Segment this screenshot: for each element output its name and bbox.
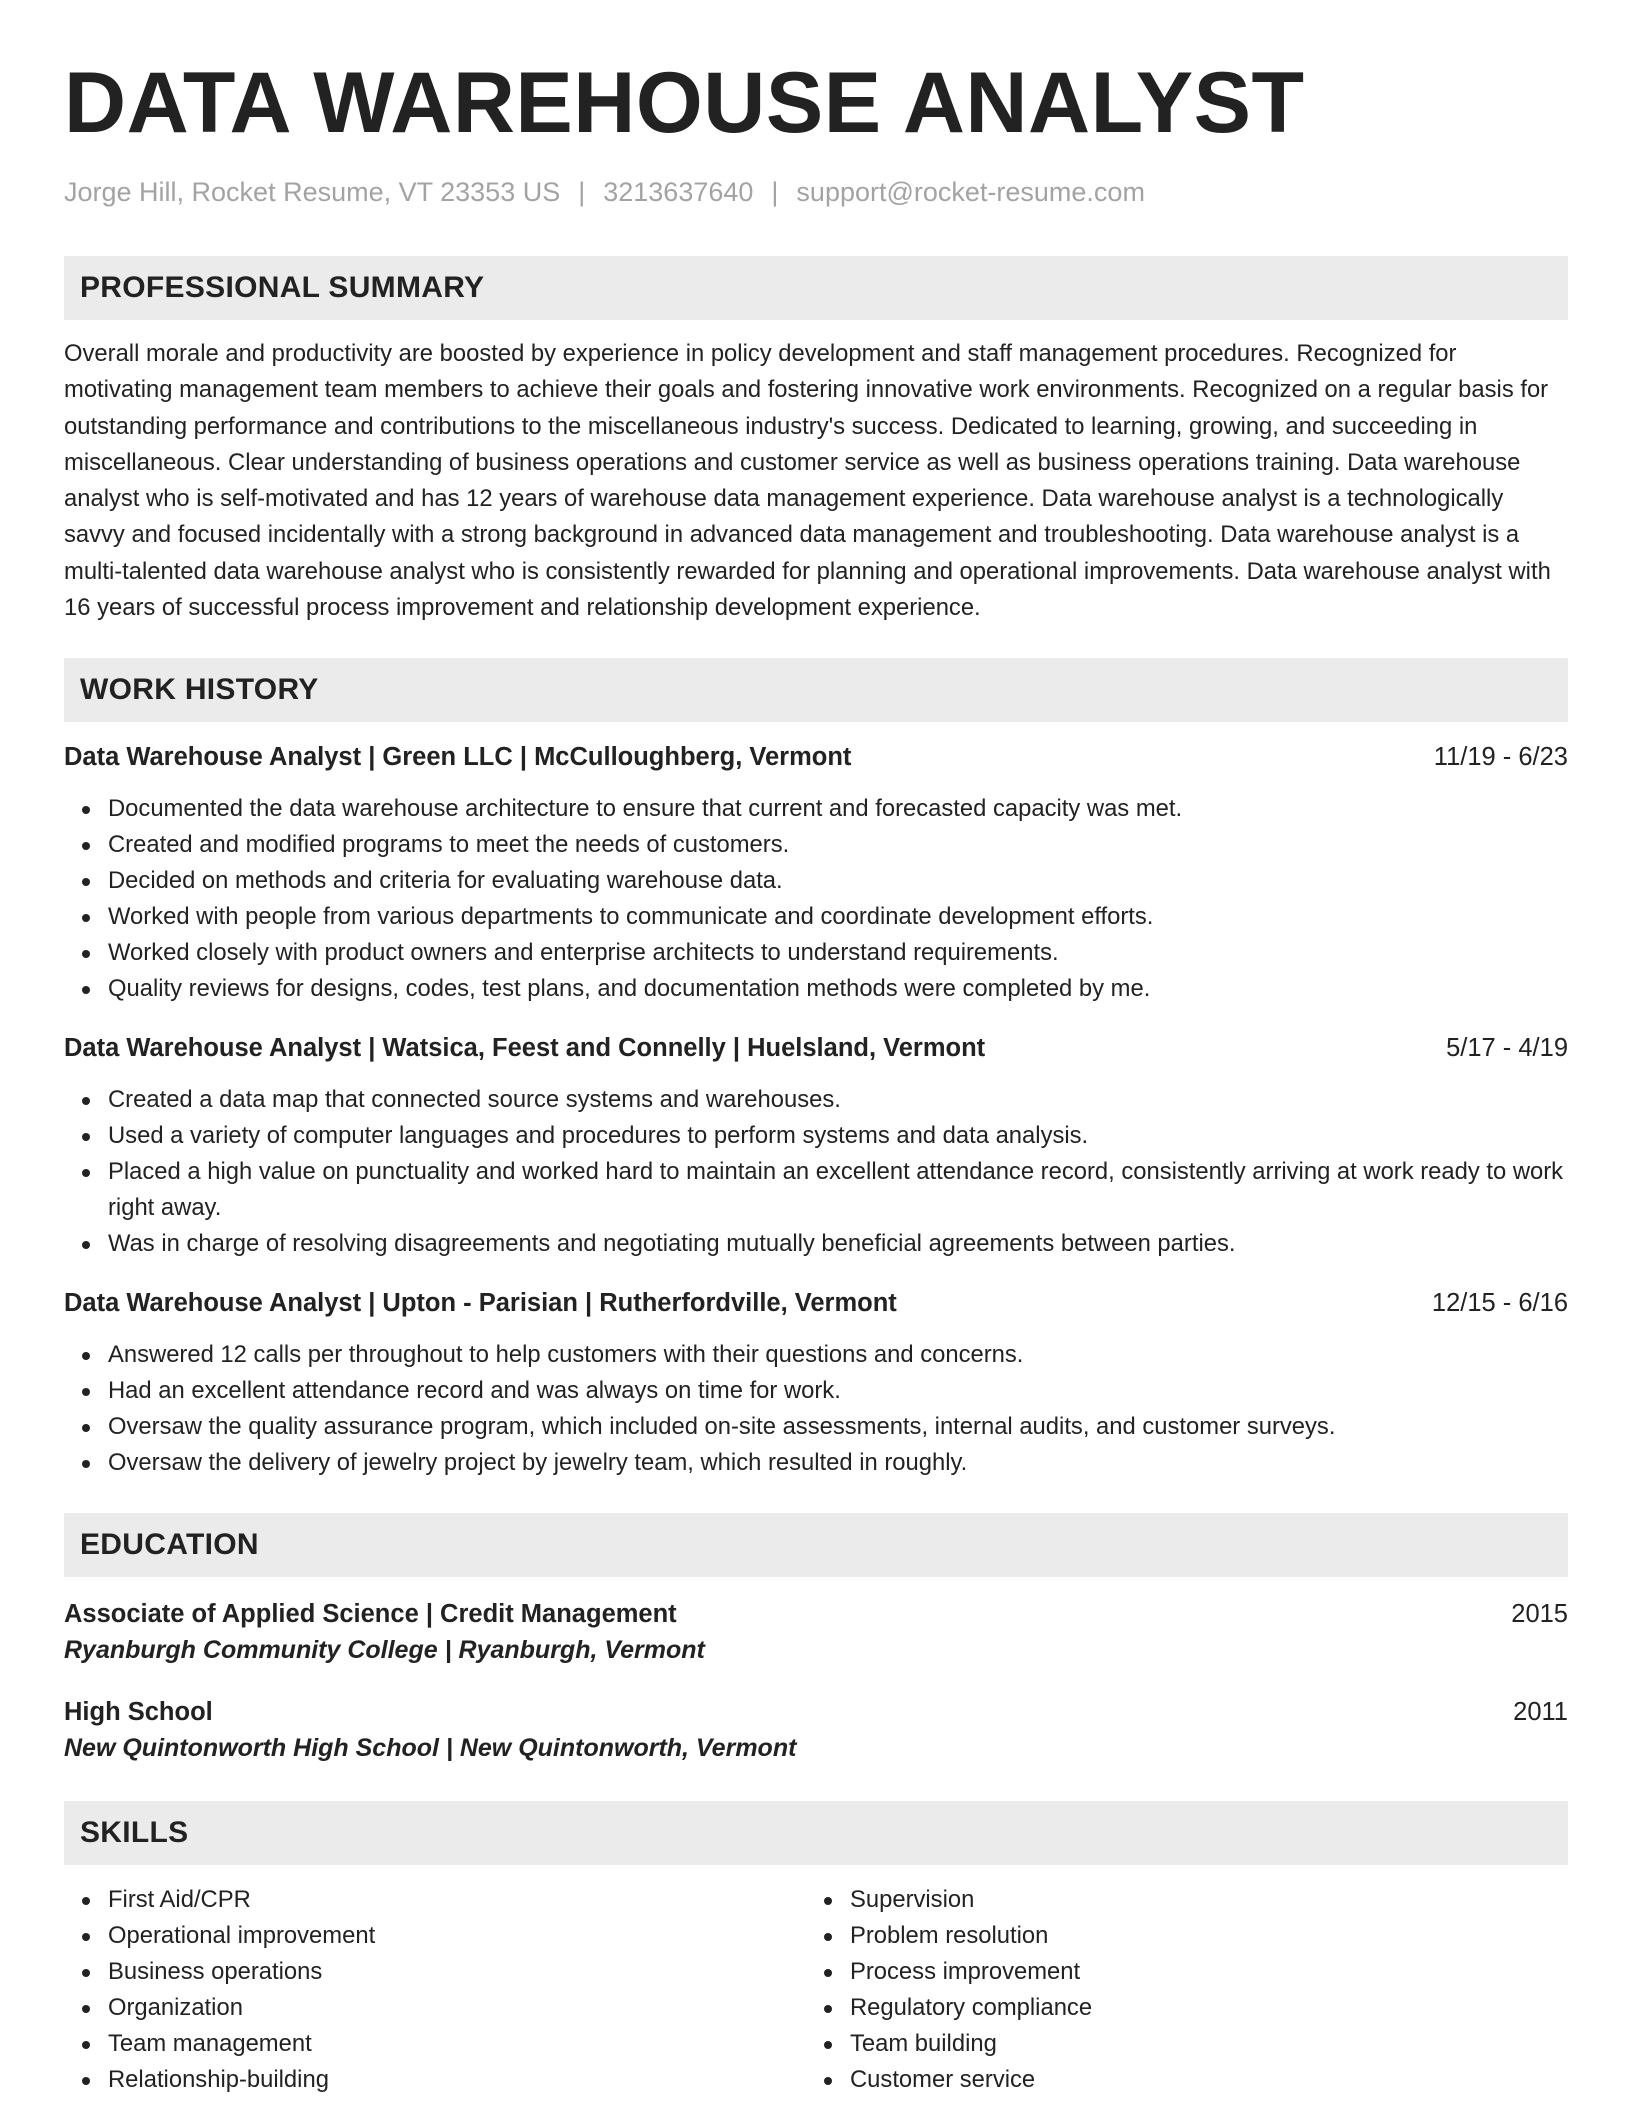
skill-item: Operational improvement bbox=[108, 1918, 806, 1954]
skills-list-left bbox=[64, 1882, 806, 2098]
job-title: Data Warehouse Analyst | Upton - Parisian | Rutherfordville, Vermont bbox=[64, 1289, 897, 1318]
job-bullet: Documented the data warehouse architecture to ensure that current and forecasted capacity was met. bbox=[108, 791, 1568, 827]
skill-item: Regulatory compliance bbox=[850, 1990, 1548, 2026]
skill-item: Team management bbox=[108, 2026, 806, 2062]
education-year: 2011 bbox=[1513, 1698, 1568, 1727]
job-bullet: Placed a high value on punctuality and worked hard to maintain an excellent attendance record, consistently arriving at work ready to work right away. bbox=[108, 1154, 1568, 1226]
job-entry bbox=[64, 1286, 1568, 1481]
education-school: New Quintonworth High School | New Quintonworth, Vermont bbox=[64, 1734, 797, 1763]
resume-title: DATA WAREHOUSE ANALYST bbox=[64, 55, 1305, 151]
job-header bbox=[64, 1031, 1568, 1065]
skill-item: Team building bbox=[850, 2026, 1548, 2062]
skills-list-right bbox=[806, 1882, 1548, 2098]
contact-separator: | bbox=[771, 177, 779, 207]
skill-item: First Aid/CPR bbox=[108, 1882, 806, 1918]
skill-item: Organization bbox=[108, 1990, 806, 2026]
education-year: 2015 bbox=[1511, 1600, 1568, 1629]
section-header-education: EDUCATION bbox=[64, 1513, 1568, 1577]
job-bullet: Oversaw the delivery of jewelry project by jewelry team, which resulted in roughly. bbox=[108, 1445, 1568, 1481]
contact-address: Jorge Hill, Rocket Resume, VT 23353 US bbox=[64, 177, 561, 207]
job-bullet: Answered 12 calls per throughout to help customers with their questions and concerns. bbox=[108, 1337, 1568, 1373]
job-bullet: Used a variety of computer languages and procedures to perform systems and data analysis. bbox=[108, 1118, 1568, 1154]
job-bullet: Created and modified programs to meet the needs of customers. bbox=[108, 827, 1568, 863]
job-bullet: Worked closely with product owners and enterprise architects to understand requirements. bbox=[108, 935, 1568, 971]
job-bullets bbox=[64, 1082, 1568, 1262]
skill-item: Relationship-building bbox=[108, 2062, 806, 2098]
job-bullet: Had an excellent attendance record and was always on time for work. bbox=[108, 1373, 1568, 1409]
education-entry bbox=[64, 1695, 1568, 1767]
education-header bbox=[64, 1695, 1568, 1729]
skill-item: Business operations bbox=[108, 1954, 806, 1990]
job-bullet: Decided on methods and criteria for evaluating warehouse data. bbox=[108, 863, 1568, 899]
section-header-summary: PROFESSIONAL SUMMARY bbox=[64, 256, 1568, 320]
job-bullets bbox=[64, 1337, 1568, 1481]
education-degree: Associate of Applied Science | Credit Management bbox=[64, 1600, 677, 1629]
skill-item: Process improvement bbox=[850, 1954, 1548, 1990]
job-entry bbox=[64, 740, 1568, 1007]
skills-columns bbox=[64, 1882, 1568, 2098]
section-header-work-history: WORK HISTORY bbox=[64, 658, 1568, 722]
education-school: Ryanburgh Community College | Ryanburgh, Vermont bbox=[64, 1636, 705, 1665]
skill-item: Problem resolution bbox=[850, 1918, 1548, 1954]
job-bullets bbox=[64, 791, 1568, 1007]
education-degree: High School bbox=[64, 1698, 213, 1727]
job-dates: 12/15 - 6/16 bbox=[1431, 1289, 1568, 1318]
contact-email: support@rocket-resume.com bbox=[796, 177, 1145, 207]
job-bullet: Was in charge of resolving disagreements and negotiating mutually beneficial agreements between parties. bbox=[108, 1226, 1568, 1262]
job-entry bbox=[64, 1031, 1568, 1262]
education-entry bbox=[64, 1597, 1568, 1669]
education-header bbox=[64, 1597, 1568, 1631]
job-bullet: Created a data map that connected source systems and warehouses. bbox=[108, 1082, 1568, 1118]
job-dates: 5/17 - 4/19 bbox=[1446, 1034, 1568, 1063]
skill-item: Supervision bbox=[850, 1882, 1548, 1918]
job-header bbox=[64, 740, 1568, 774]
job-bullet: Oversaw the quality assurance program, which included on-site assessments, internal audits, and customer surveys. bbox=[108, 1409, 1568, 1445]
job-bullet: Worked with people from various departments to communicate and coordinate development efforts. bbox=[108, 899, 1568, 935]
section-header-skills: SKILLS bbox=[64, 1801, 1568, 1865]
job-dates: 11/19 - 6/23 bbox=[1433, 743, 1568, 772]
job-title: Data Warehouse Analyst | Watsica, Feest and Connelly | Huelsland, Vermont bbox=[64, 1034, 986, 1063]
contact-line bbox=[64, 176, 1568, 208]
job-bullet: Quality reviews for designs, codes, test plans, and documentation methods were completed by me. bbox=[108, 971, 1568, 1007]
job-header bbox=[64, 1286, 1568, 1320]
summary-text: Overall morale and productivity are boosted by experience in policy development and staff management procedures. Recognized for motivating management team members to achieve their goals and fostering innovative work environments. Recognized on a regular basis for outstanding performance and contributions to the miscellaneous industry's success. Dedicated to learning, growing, and succeeding in miscellaneous. Clear understanding of business operations and customer service as well as business operations training. Data warehouse analyst who is self-motivated and has 12 years of warehouse data management experience. Data warehouse analyst is a technologically savvy and focused incidentally with a strong background in advanced data management and troubleshooting. Data warehouse analyst is a multi-talented data warehouse analyst who is consistently rewarded for planning and operational improvements. Data warehouse analyst with 16 years of successful process improvement and relationship development experience. bbox=[64, 340, 1551, 622]
job-title: Data Warehouse Analyst | Green LLC | McCulloughberg, Vermont bbox=[64, 743, 852, 772]
skill-item: Customer service bbox=[850, 2062, 1548, 2098]
contact-separator: | bbox=[578, 177, 586, 207]
contact-phone: 3213637640 bbox=[603, 177, 754, 207]
